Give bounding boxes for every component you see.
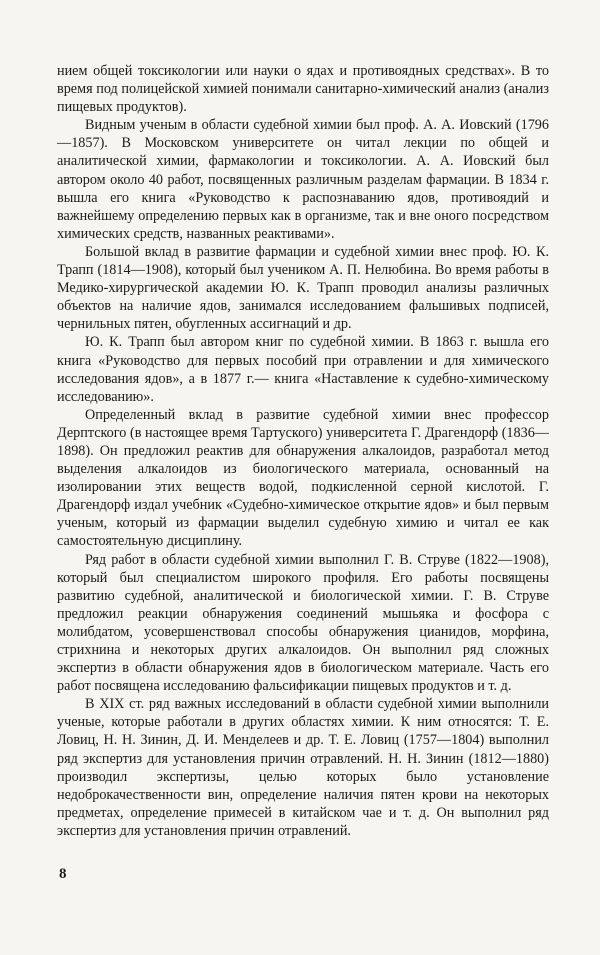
paragraph-iovsky: Видным ученым в области судебной химии был проф. А. А. Иовский (1796—1857). В Московском университете он читал лекции по общей и аналитической химии, фармакологии и токсикологии. А. А. Иовский был автором около 40 работ, посвященных различным разделам фармации. В 1834 г. вышла его книга «Руководство к распознаванию ядов, противоядий и важнейшему определению первых как в организме, так и вне оного посредством химических средств, названных реактивами». — [57, 117, 549, 242]
page-number: 8 — [59, 866, 67, 882]
paragraph-trapp-books: Ю. К. Трапп был автором книг по судебной химии. В 1863 г. вышла его книга «Руководство для первых пособий при отравлении и для химического исследования ядов», а в 1877 г.— книга «Наставление к судебно-химическому исследованию». — [57, 334, 549, 405]
paragraph-xix-century: В XIX ст. ряд важных исследований в области судебной химии выполнили ученые, которые работали в других областях химии. К ним относятся: Т. Е. Ловиц, Н. Н. Зинин, Д. И. Менделеев и др. Т. Е. Ловиц (1757—1804) выполнил ряд экспертиз для установления причин отравлений. Н. Н. Зинин (1812—1880) производил экспертизы, целью которых было установление недоброкачественности вин, определение наличия пятен крови на некоторых предметах, определение примесей в китайском чае и т. д. Он выполнил ряд экспертиз для установления причин отравлений. — [57, 696, 549, 839]
paragraph-dragendorff: Определенный вклад в развитие судебной химии внес профессор Дерптского (в настоящее время Тартуского) университета Г. Драгендорф (1836—1898). Он предложил реактив для обнаружения алкалоидов, разработал метод выделения алкалоидов из биологического материала, основанный на изолировании этих веществ водой, подкисленной серной кислотой. Г. Драгендорф издал учебник «Судебно-химическое открытие ядов» и был первым ученым, который из фармации выделил судебную химию и читал ее как самостоятельную дисциплину. — [57, 406, 549, 550]
paragraph-continuation: нием общей токсикологии или науки о ядах и противоядных средствах». В то время под полицейской химией понимали санитарно-химический анализ (анализ пищевых продуктов). — [57, 63, 549, 116]
paragraph-struve: Ряд работ в области судебной химии выполнил Г. В. Струве (1822—1908), который был специалистом широкого профиля. Его работы посвящены развитию судебной, аналитической и биологической химии. Г. В. Струве предложил реакции обнаружения соединений мышьяка и фосфора с молибдатом, усовершенствовал способы обнаружения цианидов, морфина, стрихнина и некоторых других алкалоидов. Он выполнил ряд сложных экспертиз в области обнаружения ядов в биологическом материале. Часть его работ посвящена исследованию фальсификации пищевых продуктов и т. д. — [57, 551, 549, 695]
paragraph-trapp-contribution: Большой вклад в развитие фармации и судебной химии внес проф. Ю. К. Трапп (1814—1908), который был учеником А. П. Нелюбина. Во время работы в Медико-хирургической академии Ю. К. Трапп проводил анализы различных объектов на наличие ядов, занимался исследованием фальшивых подписей, чернильных пятен, обугленных ассигнаций и др. — [57, 243, 549, 333]
page-text — [57, 62, 549, 840]
